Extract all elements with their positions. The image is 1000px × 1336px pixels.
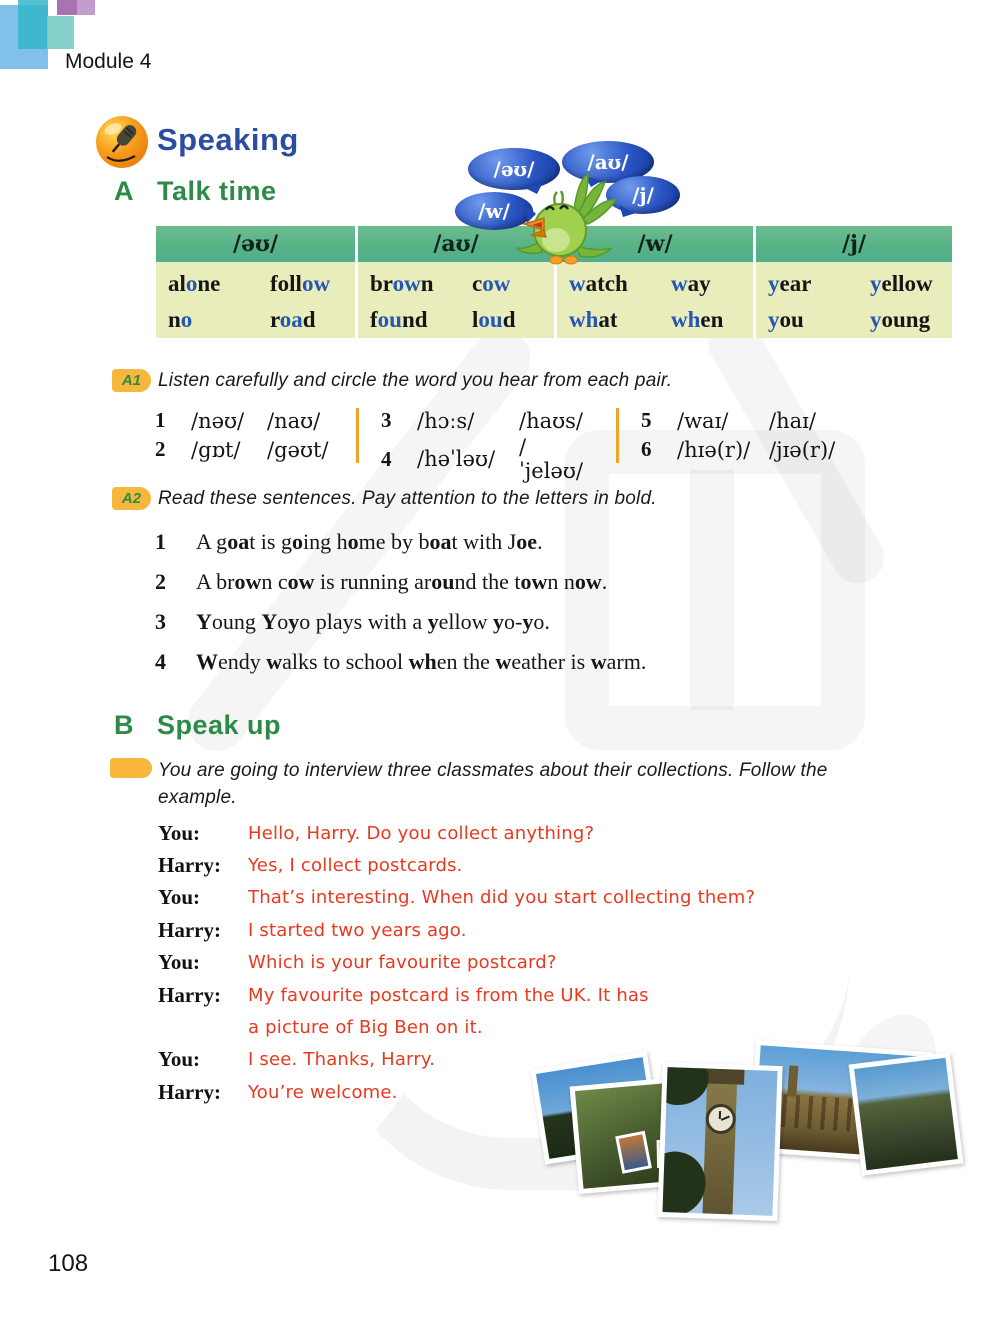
pair-row <box>641 435 835 464</box>
a2-sentences <box>155 522 935 682</box>
phonics-word: alone <box>168 271 221 296</box>
sentence-text: Young Yoyo plays with a yellow yo-yo. <box>196 609 550 634</box>
b-instruction <box>158 757 908 811</box>
dialogue-speaker: Harry: <box>158 853 221 878</box>
phonetic-option: /haʊs/ <box>519 408 583 433</box>
sentence-number: 2 <box>155 569 166 594</box>
bubble-text: /əʊ/ <box>493 157 535 181</box>
dialogue-speaker: Harry: <box>158 1079 221 1104</box>
phonics-word: young <box>870 307 931 332</box>
dialogue-text: I see. Thanks, Harry. <box>248 1049 436 1071</box>
pairs-divider <box>356 408 359 463</box>
a1-badge: A1 <box>112 369 151 392</box>
phonics-row <box>756 302 952 338</box>
phonics-column-body <box>756 262 952 338</box>
sentence-text: Wendy walks to school when the weather is warm. <box>196 649 647 674</box>
phonics-column <box>156 226 355 338</box>
phonics-header: /əʊ/ <box>156 226 355 262</box>
pair-row <box>381 435 583 483</box>
sentence-number: 1 <box>155 529 166 554</box>
pairs-group <box>381 406 583 483</box>
sentence <box>155 562 935 602</box>
phonics-word: way <box>671 271 711 296</box>
dialogue-text: My favourite postcard is from the UK. It has <box>248 984 649 1006</box>
phonics-word: brown <box>370 271 434 296</box>
module-label: Module 4 <box>65 50 152 73</box>
phonics-header: /aʊ/ <box>358 226 554 262</box>
dialogue-line <box>158 817 755 849</box>
section-a-letter: A <box>114 176 134 206</box>
phonetic-option: /naʊ/ <box>267 408 321 433</box>
dialogue-line <box>158 1011 755 1043</box>
dialogue-speaker: Harry: <box>158 982 221 1007</box>
big-ben-tower <box>702 1069 738 1215</box>
phonetic-option: /ˈjeləʊ/ <box>519 435 583 483</box>
bubble-text: /w/ <box>478 199 510 223</box>
phonetic-option: /gəʊt/ <box>267 437 329 462</box>
stamp-icon <box>615 1131 652 1174</box>
phonics-word: yellow <box>870 271 933 296</box>
dialogue-speaker: Harry: <box>158 917 221 942</box>
pair-row <box>155 435 328 464</box>
phonetic-option: /hɔːs/ <box>417 408 475 433</box>
dialogue-line <box>158 914 755 946</box>
phonetic-option: /hɪə(r)/ <box>677 437 751 462</box>
postcards-photo <box>530 1040 970 1250</box>
pair-number: 4 <box>381 446 392 471</box>
phonics-word: cow <box>472 271 511 296</box>
dialogue-speaker: You: <box>158 820 201 845</box>
phonics-row <box>557 302 753 338</box>
sentence <box>155 602 935 642</box>
sentence <box>155 522 935 562</box>
dialogue-speaker: You: <box>158 885 201 910</box>
phonics-word: no <box>168 307 193 332</box>
phonetic-option: /həˈləʊ/ <box>417 447 496 471</box>
phonics-word: year <box>768 271 812 296</box>
parrot-icon <box>512 172 630 268</box>
corner-square-lightteal <box>47 16 74 49</box>
dialogue-text: Which is your favourite postcard? <box>248 952 557 974</box>
dialogue-text: That’s interesting. When did you start collecting them? <box>248 887 756 909</box>
section-b-letter: B <box>114 710 134 740</box>
phonics-row <box>557 266 753 302</box>
phonics-header: /j/ <box>756 226 952 262</box>
dialogue-text: Hello, Harry. Do you collect anything? <box>248 822 595 844</box>
dialogue-speaker: You: <box>158 1047 201 1072</box>
dialogue-line <box>158 979 755 1011</box>
phonics-column-body <box>557 262 753 338</box>
phonetic-option: /waɪ/ <box>677 408 729 433</box>
pair-number: 1 <box>155 408 166 432</box>
sentence-number: 3 <box>155 609 166 634</box>
phonics-word: road <box>270 307 316 332</box>
phonetic-option: /gɒt/ <box>191 437 241 462</box>
spire-shape <box>788 1066 799 1097</box>
sentence-number: 4 <box>155 649 166 674</box>
bubble-text: /j/ <box>632 183 654 207</box>
b-badge <box>110 758 152 778</box>
bubble-text: /aʊ/ <box>587 150 629 174</box>
westminster-postcard <box>849 1052 964 1176</box>
corner-square-purple <box>57 0 77 15</box>
phonics-word: when <box>671 307 724 332</box>
pair-number: 5 <box>641 408 652 432</box>
dialogue-line <box>158 849 755 881</box>
phonics-row <box>156 302 355 338</box>
phonetic-option: /jɪə(r)/ <box>769 437 836 462</box>
phonics-row <box>156 266 355 302</box>
a1-instruction: Listen carefully and circle the word you hear from each pair. <box>158 370 673 391</box>
section-b-title: Speak up <box>157 710 282 740</box>
a2-instruction: Read these sentences. Pay attention to the letters in bold. <box>158 488 657 509</box>
phonics-word: loud <box>472 307 516 332</box>
section-a-title: Talk time <box>157 176 277 206</box>
phonics-row <box>756 266 952 302</box>
phonics-header: /w/ <box>557 226 753 262</box>
dialogue-text: I started two years ago. <box>248 919 467 941</box>
phonics-word: watch <box>569 271 628 296</box>
pairs-group <box>641 406 835 464</box>
phonics-word: what <box>569 307 618 332</box>
pair-number: 6 <box>641 437 652 461</box>
dialogue-speaker: You: <box>158 950 201 975</box>
phonics-word: you <box>768 307 804 332</box>
a2-badge: A2 <box>112 487 151 510</box>
pair-number: 2 <box>155 437 166 461</box>
pair-row <box>381 406 583 435</box>
phonetic-option: /haɪ/ <box>769 408 816 433</box>
phonics-word: follow <box>270 271 331 296</box>
pair-row <box>155 406 328 435</box>
corner-square-teal <box>18 0 48 49</box>
phonics-column <box>753 226 952 338</box>
pair-number: 3 <box>381 408 392 432</box>
phonics-column-body <box>156 262 355 338</box>
phonetic-option: /nəʊ/ <box>191 408 245 433</box>
pair-row <box>641 406 835 435</box>
pairs-group <box>155 406 328 464</box>
dialogue-text: a picture of Big Ben on it. <box>248 1017 483 1039</box>
b-instruction-line1: You are going to interview three classmates about their collections. Follow the <box>158 760 828 781</box>
microphone-icon <box>95 115 149 169</box>
phonics-column-body <box>358 262 554 338</box>
dialogue-text: You’re welcome. <box>248 1081 398 1103</box>
dialogue-line <box>158 947 755 979</box>
dialogue-text: Yes, I collect postcards. <box>248 855 463 877</box>
sentence-text: A goat is going home by boat with Joe. <box>196 529 543 554</box>
page-number: 108 <box>48 1250 89 1277</box>
page-title: Speaking <box>157 122 299 157</box>
corner-square-lightpurple <box>77 0 95 15</box>
dialogue-line <box>158 882 755 914</box>
sentence <box>155 642 935 682</box>
pairs-divider <box>616 408 619 463</box>
b-instruction-line2: example. <box>158 787 237 808</box>
phonics-word: found <box>370 307 428 332</box>
phonics-row <box>358 302 554 338</box>
big-ben-postcard <box>657 1062 782 1221</box>
phonics-row <box>358 266 554 302</box>
sentence-text: A brown cow is running around the town now. <box>196 569 608 594</box>
